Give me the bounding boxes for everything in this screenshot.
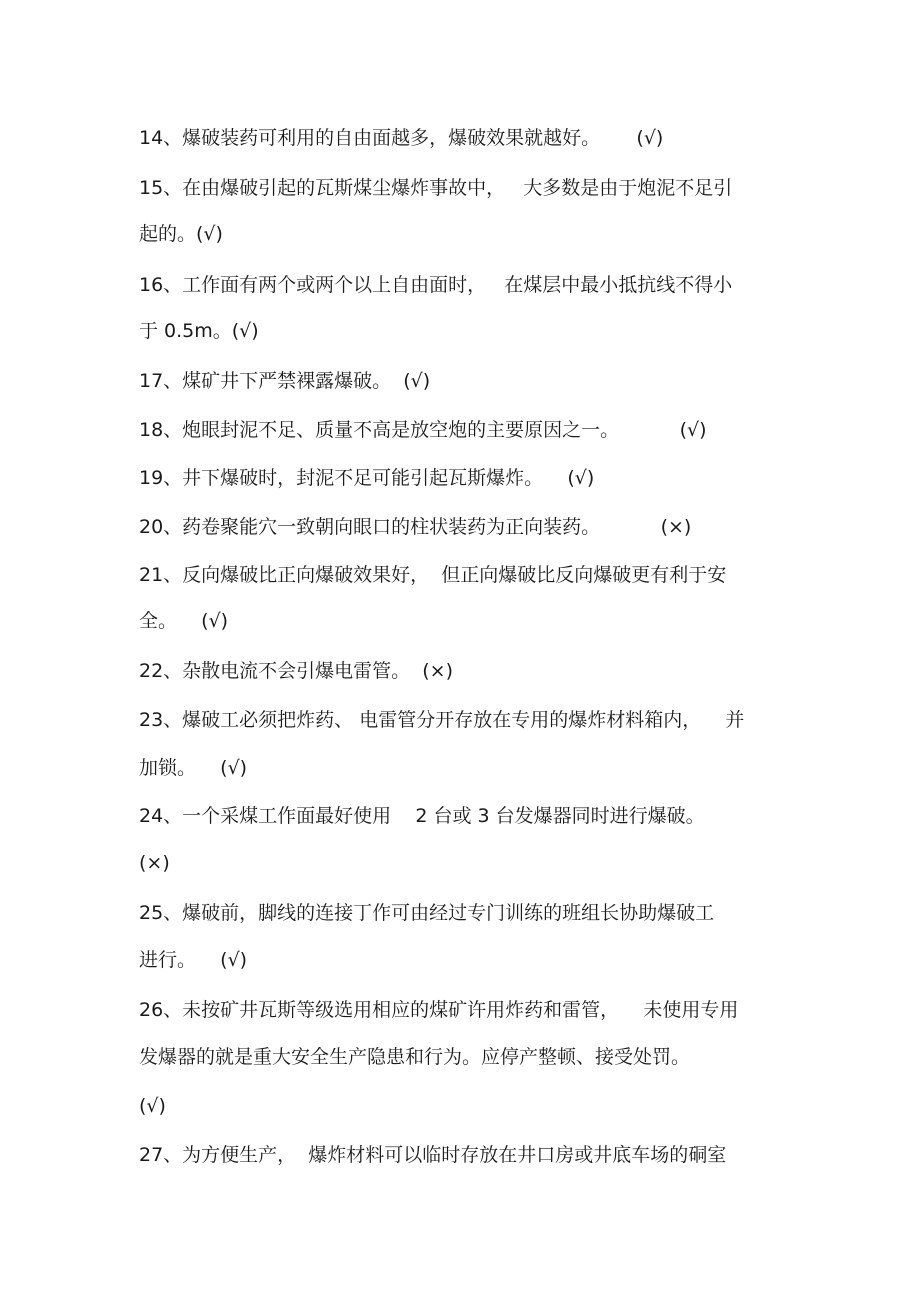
q15-line-2: 起的。(√)	[139, 223, 223, 245]
q14-line-1: 14、爆破装药可利用的自由面越多，爆破效果就越好。 (√)	[139, 127, 664, 149]
q21-line-1: 21、反向爆破比正向爆破效果好， 但正向爆破比反向爆破更有利于安	[139, 564, 727, 586]
q19-line-1: 19、井下爆破时，封泥不足可能引起瓦斯爆炸。 (√)	[139, 467, 595, 489]
q16-line-2: 于 0.5m。(√)	[139, 320, 259, 342]
q26-line-1: 26、未按矿井瓦斯等级选用相应的煤矿许用炸药和雷管， 未使用专用	[139, 999, 739, 1021]
q15-line-1: 15、在由爆破引起的瓦斯煤尘爆炸事故中， 大多数是由于炮泥不足引	[139, 177, 733, 199]
q27-line-1: 27、为方便生产， 爆炸材料可以临时存放在井口房或井底车场的硐室	[139, 1144, 727, 1166]
q20-line-1: 20、药卷聚能穴一致朝向眼口的柱状装药为正向装药。 (×)	[139, 516, 692, 538]
q25-line-1: 25、爆破前，脚线的连接丁作可由经过专门训练的班组长协助爆破工	[139, 902, 715, 924]
q25-line-2: 进行。 (√)	[139, 949, 248, 971]
q26-line-3: (√)	[139, 1095, 166, 1117]
q23-line-2: 加锁。 (√)	[139, 757, 248, 779]
q18-line-1: 18、炮眼封泥不足、质量不高是放空炮的主要原因之一。 (√)	[139, 419, 707, 441]
q26-line-2: 发爆器的就是重大安全生产隐患和行为。应停产整顿、接受处罚。	[139, 1046, 691, 1068]
q22-line-1: 22、杂散电流不会引爆电雷管。 (×)	[139, 660, 454, 682]
q16-line-1: 16、工作面有两个或两个以上自由面时， 在煤层中最小抵抗线不得小	[139, 274, 733, 296]
q24-line-1: 24、一个采煤工作面最好使用 2 台或 3 台发爆器同时进行爆破。	[139, 805, 705, 827]
q24-line-2: (×)	[139, 852, 170, 874]
q21-line-2: 全。 (√)	[139, 610, 229, 632]
q17-line-1: 17、煤矿井下严禁裸露爆破。 (√)	[139, 370, 431, 392]
q23-line-1: 23、爆破工必须把炸药、 电雷管分开存放在专用的爆炸材料箱内， 并	[139, 709, 745, 731]
